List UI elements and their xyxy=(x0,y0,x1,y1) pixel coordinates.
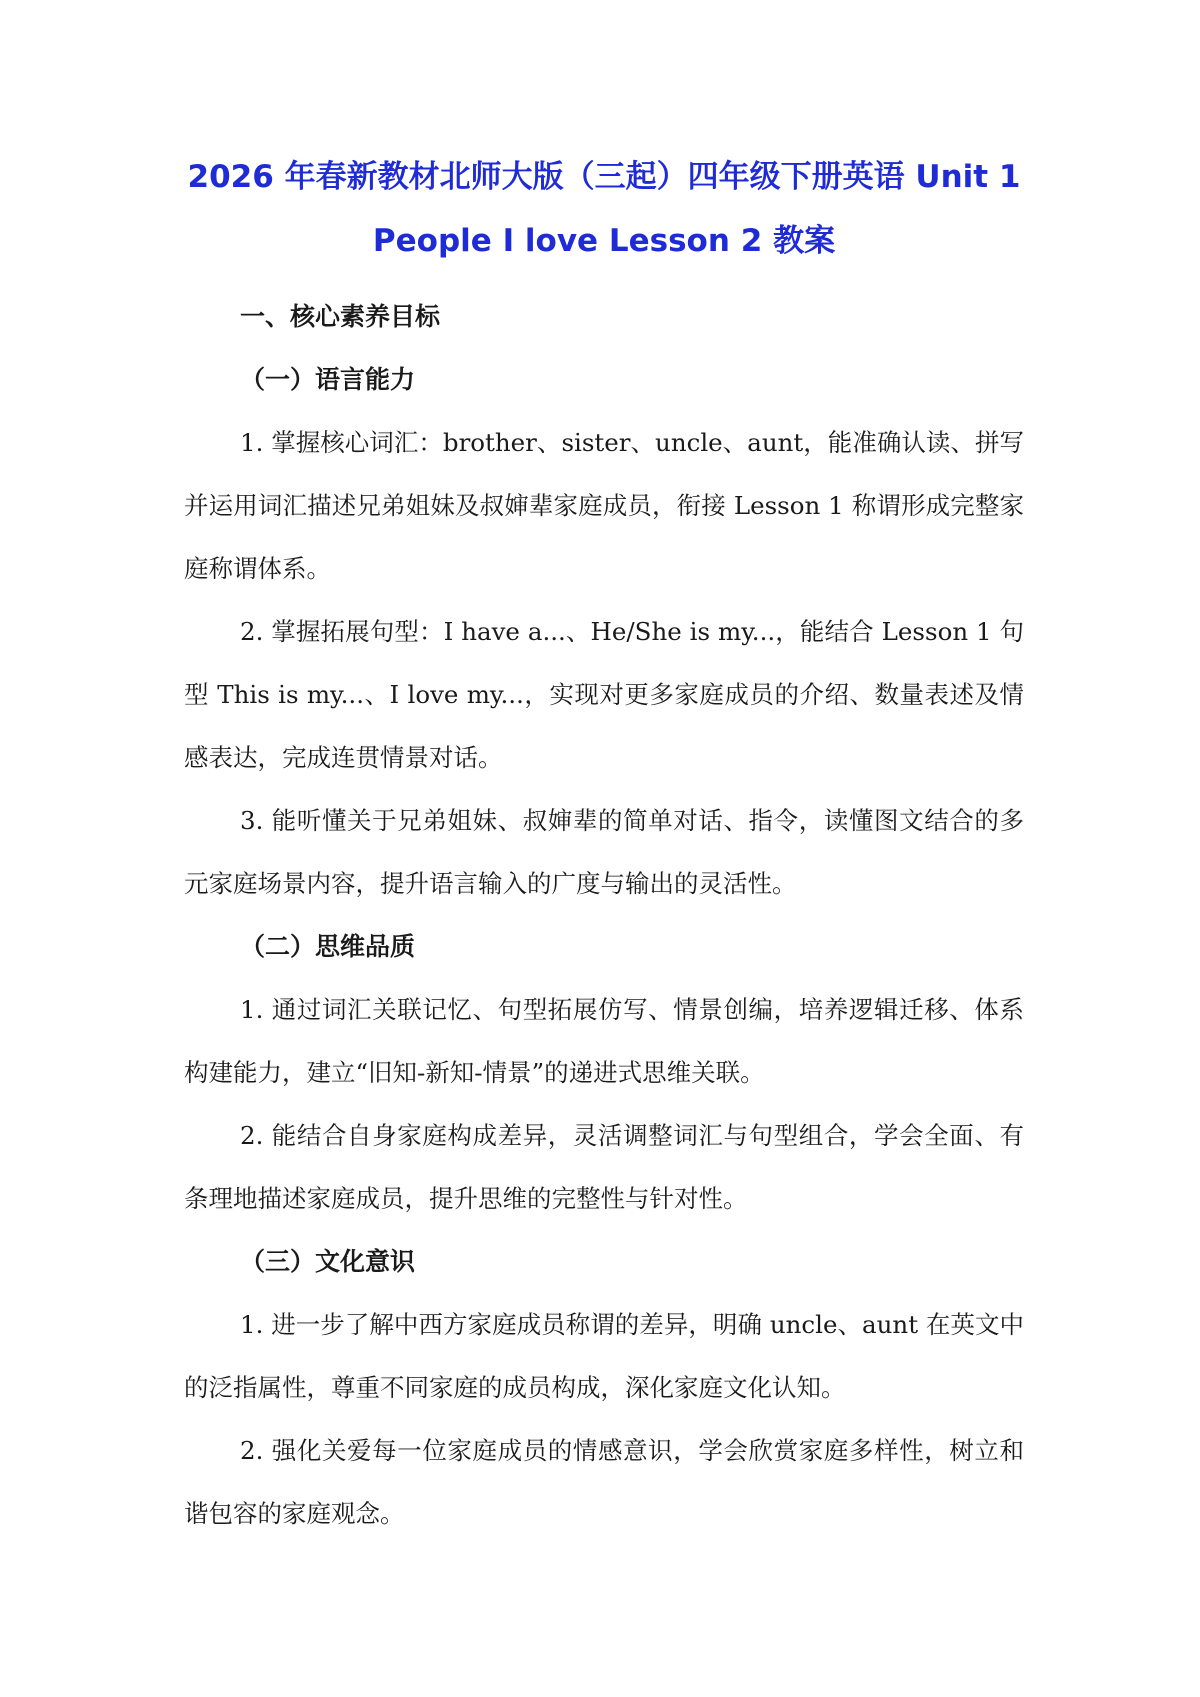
paragraph-culture-2: 2. 强化关爱每一位家庭成员的情感意识，学会欣赏家庭多样性，树立和谐包容的家庭观念。 xyxy=(184,1436,1024,1528)
paragraph-language-3: 3. 能听懂关于兄弟姐妹、叔婶辈的简单对话、指令，读懂图文结合的多元家庭场景内容，提升语言输入的广度与输出的灵活性。 xyxy=(184,806,1024,898)
paragraph-thinking-2: 2. 能结合自身家庭构成差异，灵活调整词汇与句型组合，学会全面、有条理地描述家庭成员，提升思维的完整性与针对性。 xyxy=(184,1121,1024,1213)
subsection-heading-thinking: （二）思维品质 xyxy=(240,932,416,961)
subsection-heading-language: （一）语言能力 xyxy=(240,365,416,394)
document-title xyxy=(164,145,1044,273)
paragraph-thinking-1: 1. 通过词汇关联记忆、句型拓展仿写、情景创编，培养逻辑迁移、体系构建能力，建立“旧知-新知-情景”的递进式思维关联。 xyxy=(184,995,1024,1087)
subsection-heading-culture: （三）文化意识 xyxy=(240,1247,416,1276)
title-line-1: 2026 年春新教材北师大版（三起）四年级下册英语 Unit 1 xyxy=(187,159,1021,195)
title-line-2: People I love Lesson 2 教案 xyxy=(372,223,836,259)
document-page xyxy=(184,145,1024,1545)
paragraph-language-2: 2. 掌握拓展句型：I have a...、He/She is my...，能结合 Lesson 1 句型 This is my...、I love my...，实现对更多家庭成员的介绍、数量表述及情感表达，完成连贯情景对话。 xyxy=(184,617,1024,772)
section-heading-core-goals: 一、核心素养目标 xyxy=(240,302,441,331)
paragraph-language-1: 1. 掌握核心词汇：brother、sister、uncle、aunt，能准确认读、拼写并运用词汇描述兄弟姐妹及叔婶辈家庭成员，衔接 Lesson 1 称谓形成完整家庭称谓体系。 xyxy=(184,428,1024,583)
paragraph-culture-1: 1. 进一步了解中西方家庭成员称谓的差异，明确 uncle、aunt 在英文中的泛指属性，尊重不同家庭的成员构成，深化家庭文化认知。 xyxy=(184,1310,1024,1402)
